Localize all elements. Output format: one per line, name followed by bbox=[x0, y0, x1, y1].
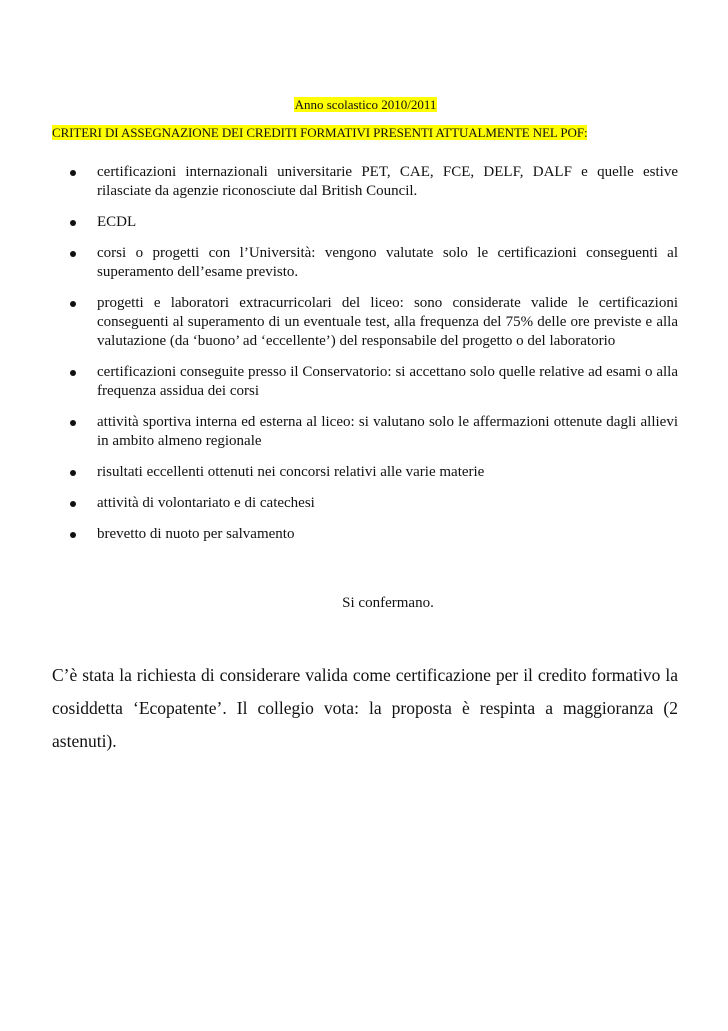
bullet-icon bbox=[70, 420, 76, 426]
criteria-item-text: certificazioni conseguite presso il Conservatorio: si accettano solo quelle relative ad esami o alla frequenza assidua dei corsi bbox=[97, 364, 678, 399]
criteria-item-text: corsi o progetti con l’Università: vengono valutate solo le certificazioni conseguenti al superamento dell’esame previsto. bbox=[97, 245, 678, 280]
criteria-item-text: ECDL bbox=[97, 214, 137, 230]
bullet-icon bbox=[70, 501, 76, 507]
criteria-item bbox=[52, 213, 678, 232]
criteria-item bbox=[52, 413, 678, 451]
criteria-item bbox=[52, 494, 678, 513]
bullet-icon bbox=[70, 251, 76, 257]
criteria-title-text: CRITERI DI ASSEGNAZIONE DEI CREDITI FORMATIVI PRESENTI ATTUALMENTE NEL POF: bbox=[52, 125, 588, 140]
bullet-icon bbox=[70, 470, 76, 476]
criteria-item-text: brevetto di nuoto per salvamento bbox=[97, 526, 295, 542]
school-year-label: Anno scolastico 2010/2011 bbox=[294, 97, 437, 112]
criteria-list bbox=[52, 163, 678, 556]
vote-note-paragraph: C’è stata la richiesta di considerare valida come certificazione per il credito formativo la cosiddetta ‘Ecopatente’. Il collegio vota: la proposta è respinta a maggioranza (2 astenuti). bbox=[52, 664, 678, 751]
confirmation-line bbox=[0, 594, 728, 613]
criteria-item-text: progetti e laboratori extracurricolari del liceo: sono considerate valide le certificazioni conseguenti al superamento di un eventuale test, alla frequenza del 75% delle ore previste e alla valutazione (da ‘buono’ ad ‘eccellente’) del responsabile del progetto o del laboratorio bbox=[97, 295, 678, 349]
criteria-item bbox=[52, 363, 678, 401]
criteria-item bbox=[52, 244, 678, 282]
school-year-heading bbox=[0, 97, 728, 113]
criteria-item-text: certificazioni internazionali universitarie PET, CAE, FCE, DELF, DALF e quelle estive rilasciate da agenzie riconosciute dal British Council. bbox=[97, 164, 678, 199]
criteria-item bbox=[52, 463, 678, 482]
bullet-icon bbox=[70, 170, 76, 176]
criteria-item bbox=[52, 163, 678, 201]
criteria-item bbox=[52, 525, 678, 544]
criteria-item bbox=[52, 294, 678, 351]
criteria-item-text: risultati eccellenti ottenuti nei concorsi relativi alle varie materie bbox=[97, 464, 485, 480]
confirmation-text: Si confermano. bbox=[342, 595, 434, 611]
criteria-item-text: attività di volontariato e di catechesi bbox=[97, 495, 315, 511]
bullet-icon bbox=[70, 370, 76, 376]
criteria-title bbox=[52, 124, 678, 141]
bullet-icon bbox=[70, 220, 76, 226]
bullet-icon bbox=[70, 532, 76, 538]
criteria-item-text: attività sportiva interna ed esterna al liceo: si valutano solo le affermazioni ottenute dagli allievi in ambito almeno regionale bbox=[97, 414, 678, 449]
bullet-icon bbox=[70, 301, 76, 307]
